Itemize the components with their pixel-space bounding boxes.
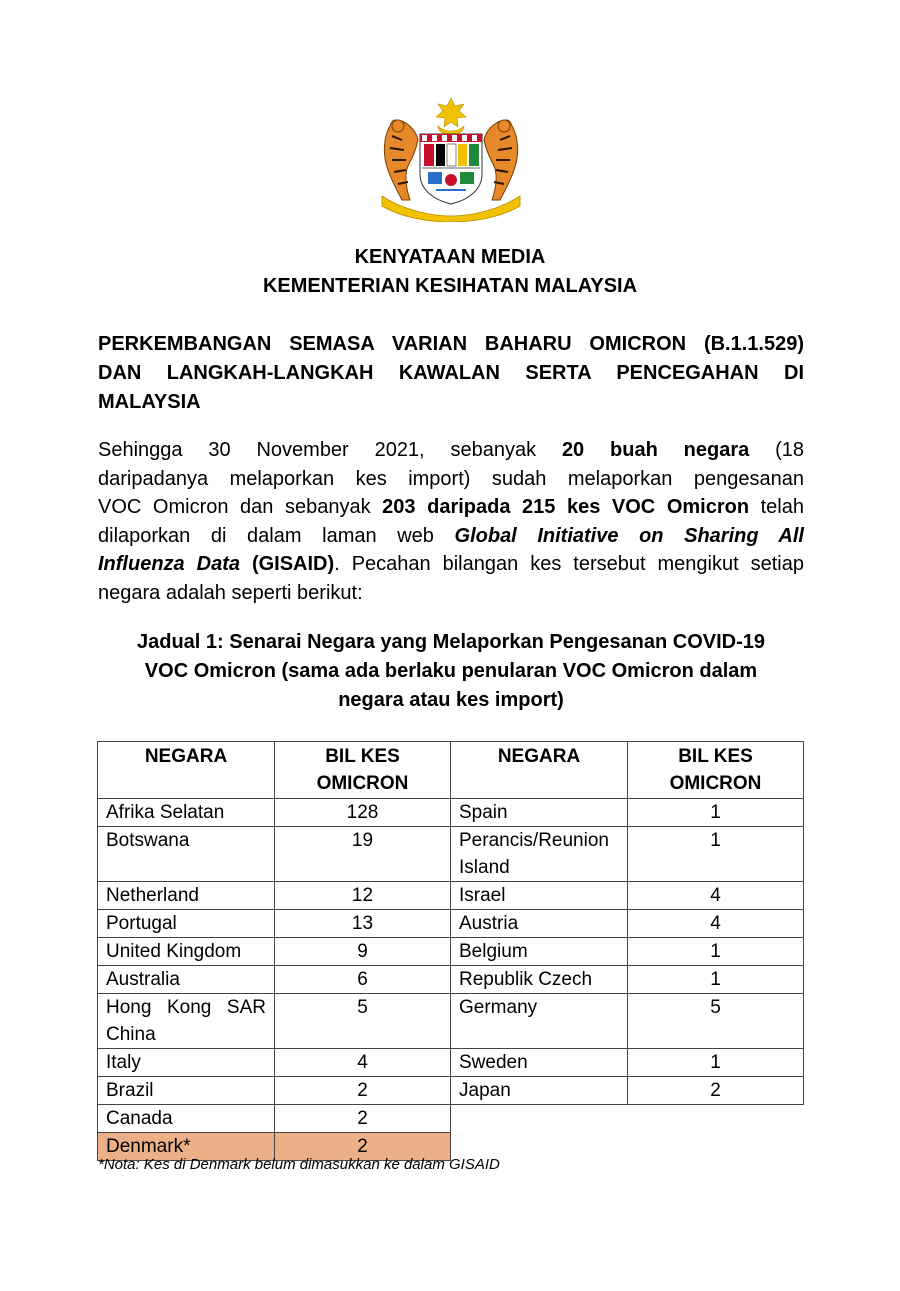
para-line-6: negara adalah seperti berikut: [98, 581, 363, 604]
country-cell [98, 994, 275, 1049]
cases-cell: 5 [275, 994, 451, 1049]
table-footnote: *Nota: Kes di Denmark belum dimasukkan ke dalam GISAID [98, 1156, 500, 1173]
country-cell: Denmark* [98, 1133, 275, 1161]
country-count-bold: 20 buah negara [561, 439, 750, 461]
para-line-1 [98, 436, 804, 465]
gisaid-name-bold-italic: Global Initiative on Sharing All [454, 524, 804, 547]
country-cell: Brazil [98, 1077, 275, 1105]
para-text: telah [749, 496, 804, 518]
table-row [98, 882, 804, 910]
malaysia-coat-of-arms [376, 96, 526, 222]
col-header-cases-line1: BIL KES [325, 746, 400, 767]
cases-cell: 1 [628, 799, 804, 827]
table-row [98, 799, 804, 827]
table-caption [98, 628, 804, 715]
para-line-2: daripadanya melaporkan kes import) sudah melaporkan pengesanan [98, 467, 804, 490]
caption-line-3: negara atau kes import) [338, 689, 564, 711]
para-text: . Pecahan bilangan kes tersebut mengikut setiap [334, 553, 804, 575]
col-header-cases [275, 742, 451, 799]
country-cell: Japan [451, 1077, 628, 1105]
country-cell: Portugal [98, 910, 275, 938]
country-cell: Netherland [98, 882, 275, 910]
cases-cell: 2 [275, 1105, 451, 1133]
country-line-1: Hong Kong SAR [106, 997, 266, 1018]
shield-icon [420, 134, 482, 204]
table-row [98, 1049, 804, 1077]
col-header-cases [628, 742, 804, 799]
table-header-row [98, 742, 804, 799]
country-cell: Botswana [98, 827, 275, 882]
cases-cell: 2 [275, 1077, 451, 1105]
media-statement-header [0, 243, 900, 301]
left-tiger-icon [384, 120, 418, 200]
country-cell: Sweden [451, 1049, 628, 1077]
table-row [98, 994, 804, 1049]
cases-cell: 4 [275, 1049, 451, 1077]
table-row [98, 938, 804, 966]
caption-line-1: Jadual 1: Senarai Negara yang Melaporkan Pengesanan COVID-19 [136, 631, 765, 653]
cases-cell: 1 [628, 966, 804, 994]
col-header-cases-line1: BIL KES [678, 746, 753, 767]
caption-line-2: VOC Omicron (sama ada berlaku penularan VOC Omicron dalam [144, 660, 758, 682]
table-row [98, 1077, 804, 1105]
body-paragraph [98, 436, 804, 607]
table-row [98, 966, 804, 994]
country-line-2: Island [459, 857, 510, 878]
para-text: dilaporkan di dalam laman web [98, 524, 455, 547]
country-cell [451, 827, 628, 882]
title-line-2: DAN LANGKAH-LANGKAH KAWALAN SERTA PENCEGAHAN DI [98, 362, 804, 384]
cases-cell: 4 [628, 882, 804, 910]
col-header-country: NEGARA [98, 742, 275, 799]
cases-cell: 1 [628, 1049, 804, 1077]
country-cell: Austria [451, 910, 628, 938]
cases-cell: 12 [275, 882, 451, 910]
country-cell: Israel [451, 882, 628, 910]
country-line-1: Perancis/Reunion [459, 830, 609, 851]
cases-cell: 2 [628, 1077, 804, 1105]
header-line-2: KEMENTERIAN KESIHATAN MALAYSIA [262, 275, 638, 297]
para-line-4 [98, 522, 804, 551]
para-text: Sehingga 30 November 2021, sebanyak [98, 439, 562, 461]
cases-cell: 2 [275, 1133, 451, 1161]
cases-cell: 4 [628, 910, 804, 938]
country-cell: United Kingdom [98, 938, 275, 966]
title-line-1: PERKEMBANGAN SEMASA VARIAN BAHARU OMICRON (B.1.1.529) [98, 333, 804, 355]
table-row [98, 910, 804, 938]
col-header-country: NEGARA [451, 742, 628, 799]
col-header-cases-line2: OMICRON [316, 773, 409, 794]
country-cell: Italy [98, 1049, 275, 1077]
cases-cell: 5 [628, 994, 804, 1049]
country-cell: Spain [451, 799, 628, 827]
omicron-cases-table [97, 741, 804, 1161]
para-line-5 [98, 550, 804, 579]
table-row [98, 1105, 804, 1133]
statement-title [98, 330, 804, 417]
cases-cell: 19 [275, 827, 451, 882]
gisaid-name-bold-italic: Influenza Data [98, 553, 240, 575]
col-header-cases-line2: OMICRON [669, 773, 762, 794]
para-line-3 [98, 493, 804, 522]
empty-cell [451, 1105, 804, 1133]
country-cell: Germany [451, 994, 628, 1049]
country-cell: Afrika Selatan [98, 799, 275, 827]
country-cell: Canada [98, 1105, 275, 1133]
cases-cell: 128 [275, 799, 451, 827]
country-cell: Australia [98, 966, 275, 994]
cases-cell: 13 [275, 910, 451, 938]
country-line-2: China [106, 1024, 156, 1045]
gisaid-abbr-bold: (GISAID) [239, 553, 335, 575]
cases-cell: 9 [275, 938, 451, 966]
cases-cell: 1 [628, 938, 804, 966]
header-line-1: KENYATAAN MEDIA [354, 246, 546, 268]
para-text: VOC Omicron dan sebanyak [98, 496, 383, 518]
cases-cell: 1 [628, 827, 804, 882]
right-tiger-icon [484, 120, 518, 200]
table-row [98, 827, 804, 882]
para-text: (18 [749, 439, 805, 461]
federal-star-icon [436, 98, 466, 127]
cases-cell: 6 [275, 966, 451, 994]
case-count-bold: 203 daripada 215 kes VOC Omicron [382, 496, 750, 518]
country-cell: Republik Czech [451, 966, 628, 994]
title-line-3: MALAYSIA [98, 391, 201, 413]
country-cell: Belgium [451, 938, 628, 966]
empty-cell [451, 1133, 804, 1161]
